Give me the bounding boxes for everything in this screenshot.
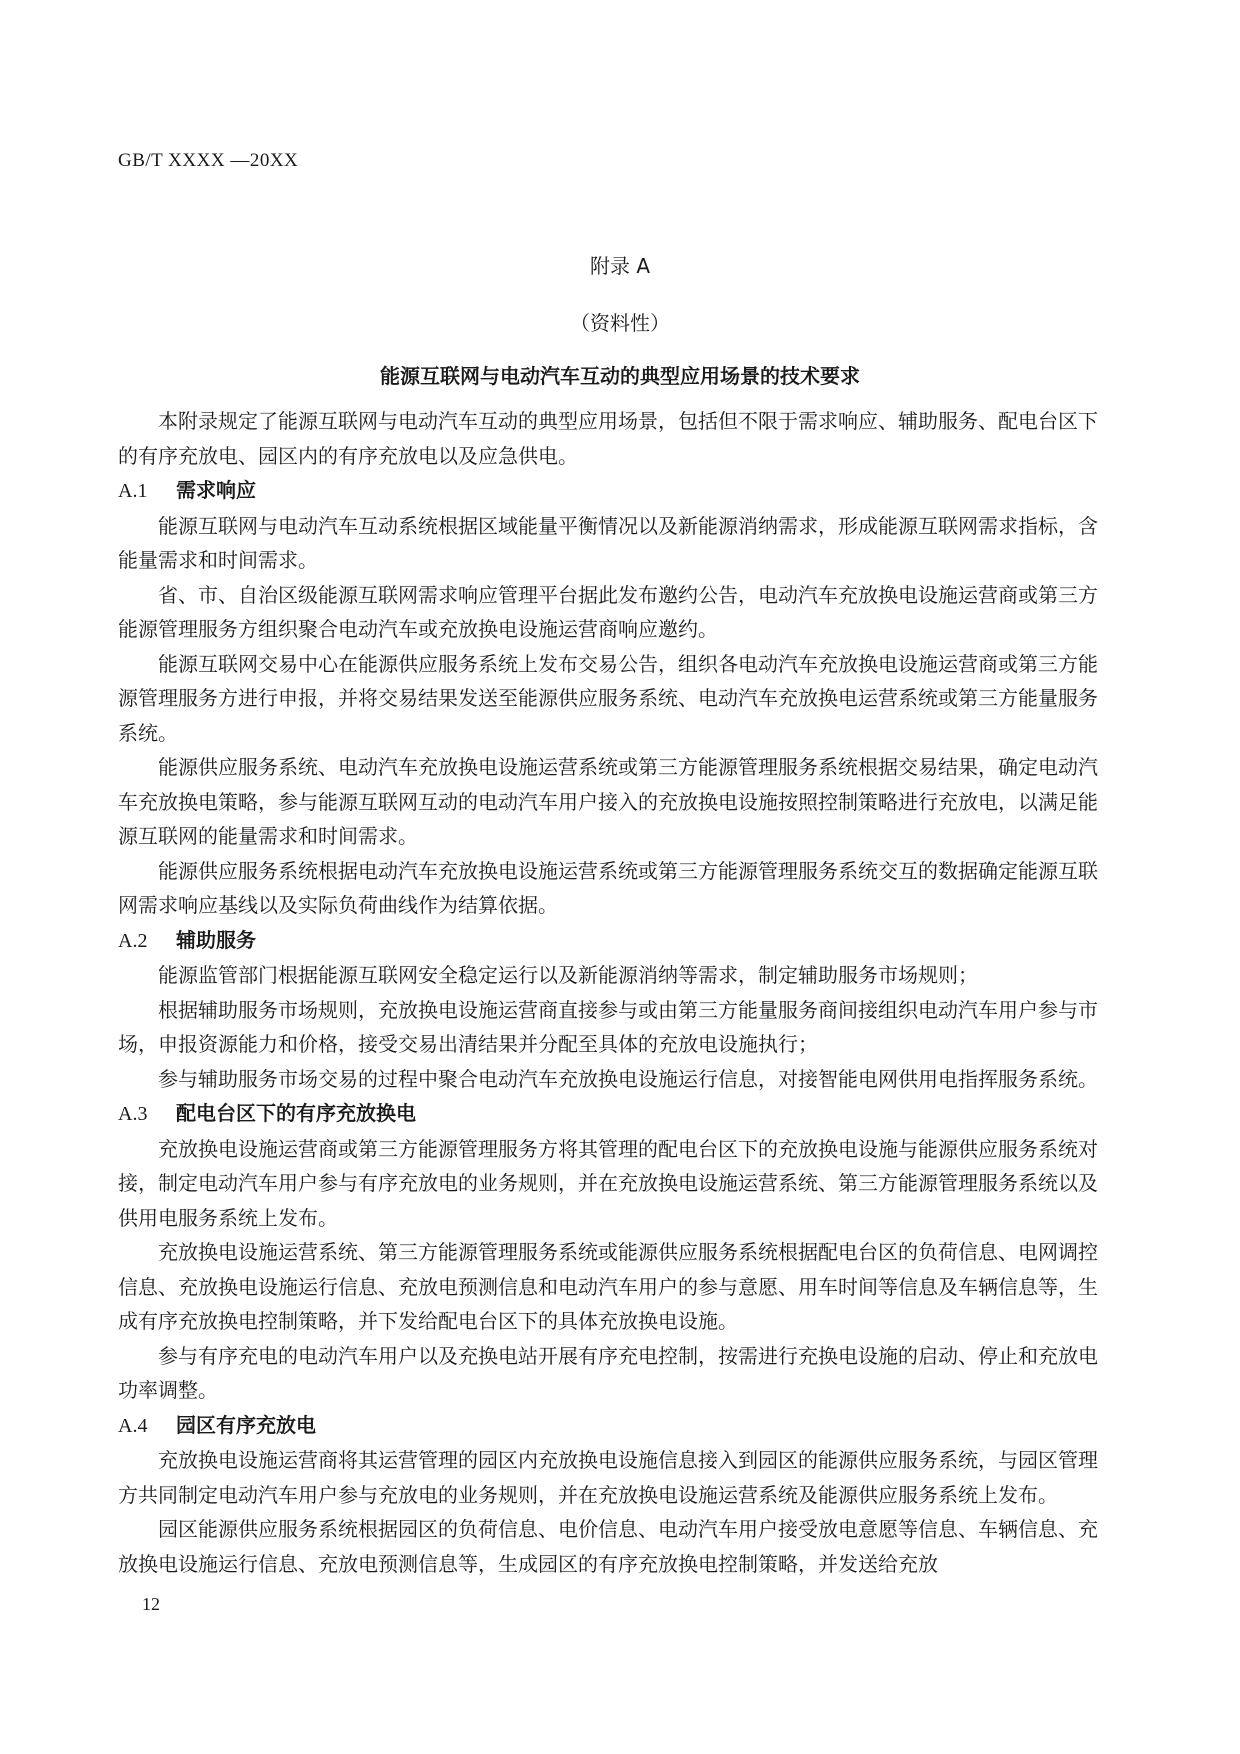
paragraph: 根据辅助服务市场规则，充放换电设施运营商直接参与或由第三方能量服务商间接组织电动汽车用户参与市场，申报资源能力和价格，接受交易出清结果并分配至具体的充放电设施执行； [118, 997, 1098, 1056]
section-a2 [118, 923, 1098, 1097]
intro-paragraph: 本附录规定了能源互联网与电动汽车互动的典型应用场景，包括但不限于需求响应、辅助服务、配电台区下的有序充放电、园区内的有序充放电以及应急供电。 [118, 409, 1098, 468]
section-a4 [118, 1408, 1098, 1582]
paragraph: 充放换电设施运营商或第三方能源管理服务方将其管理的配电台区下的充放换电设施与能源供应服务系统对接，制定电动汽车用户参与有序充放电的业务规则，并在充放换电设施运营系统、第三方能源管理服务系统以及供用电服务系统上发布。 [118, 1136, 1098, 1230]
standard-number: GB/T XXXX —20XX [118, 150, 299, 171]
section-a3 [118, 1096, 1098, 1408]
section-heading [118, 473, 1098, 509]
annex-body [118, 404, 1098, 1581]
section-title: 辅助服务 [176, 927, 256, 952]
section-heading [118, 923, 1098, 959]
paragraph: 能源监管部门根据能源互联网安全稳定运行以及新能源消纳等需求，制定辅助服务市场规则； [158, 963, 978, 987]
section-a1 [118, 473, 1098, 923]
paragraph: 参与辅助服务市场交易的过程中聚合电动汽车充放换电设施运行信息，对接智能电网供用电指挥服务系统。 [158, 1066, 1098, 1091]
section-title: 需求响应 [176, 478, 256, 502]
annex-label: 附录 A [589, 254, 651, 278]
paragraph: 省、市、自治区级能源互联网需求响应管理平台据此发布邀约公告，电动汽车充放换电设施运营商或第三方能源管理服务方组织聚合电动汽车或充放换电设施运营商响应邀约。 [118, 582, 1098, 641]
section-title: 配电台区下的有序充放换电 [176, 1101, 416, 1125]
section-number: A.3 [118, 1103, 148, 1125]
paragraph: 充放换电设施运营商将其运营管理的园区内充放换电设施信息接入到园区的能源供应服务系统，与园区管理方共同制定电动汽车用户参与充放电的业务规则，并在充放换电设施运营系统及能源供应服务系统上发布。 [118, 1448, 1098, 1507]
paragraph: 能源供应服务系统、电动汽车充放换电设施运营系统或第三方能源管理服务系统根据交易结果，确定电动汽车充放换电策略，参与能源互联网互动的电动汽车用户接入的充放换电设施按照控制策略进行充放电，以满足能源互联网的能量需求和时间需求。 [118, 755, 1098, 848]
paragraph: 能源互联网交易中心在能源供应服务系统上发布交易公告，组织各电动汽车充放换电设施运营商或第三方能源管理服务方进行申报，并将交易结果发送至能源供应服务系统、电动汽车充放换电运营系统或第三方能量服务系统。 [118, 651, 1098, 745]
annex-nature: （资料性） [570, 311, 670, 335]
paragraph: 能源供应服务系统根据电动汽车充放换电设施运营系统或第三方能源管理服务系统交互的数据确定能源互联网需求响应基线以及实际负荷曲线作为结算依据。 [118, 858, 1098, 917]
section-number: A.4 [118, 1414, 148, 1437]
paragraph: 园区能源供应服务系统根据园区的负荷信息、电价信息、电动汽车用户接受放电意愿等信息、车辆信息、充放换电设施运行信息、充放电预测信息等，生成园区的有序充放换电控制策略，并发送给充放 [118, 1517, 1098, 1576]
annex-heading: 能源互联网与电动汽车互动的典型应用场景的技术要求 [380, 364, 860, 388]
section-number: A.2 [118, 929, 148, 952]
section-number: A.1 [118, 480, 148, 502]
section-heading [118, 1096, 1098, 1132]
section-title: 园区有序充放电 [176, 1412, 316, 1437]
section-heading [118, 1408, 1098, 1444]
paragraph: 参与有序充电的电动汽车用户以及充换电站开展有序充电控制，按需进行充换电设施的启动、停止和充放电功率调整。 [118, 1343, 1098, 1402]
page-number: 12 [142, 1594, 160, 1614]
paragraph: 充放换电设施运营系统、第三方能源管理服务系统或能源供应服务系统根据配电台区的负荷信息、电网调控信息、充放换电设施运行信息、充放电预测信息和电动汽车用户的参与意愿、用车时间等信息及车辆信息等，生成有序充放换电控制策略，并下发给配电台区下的具体充放换电设施。 [118, 1240, 1098, 1333]
paragraph: 能源互联网与电动汽车互动系统根据区域能量平衡情况以及新能源消纳需求，形成能源互联网需求指标，含能量需求和时间需求。 [118, 513, 1098, 572]
